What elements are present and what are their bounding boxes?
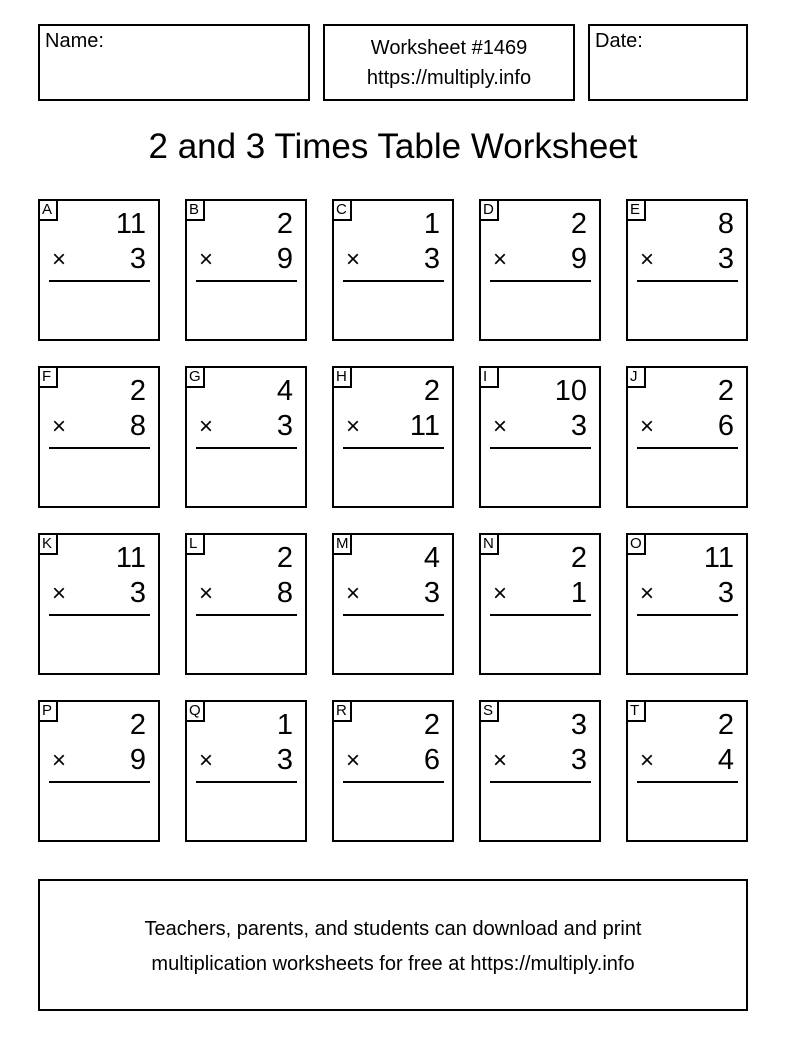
answer-area[interactable] xyxy=(196,617,297,667)
problem-card-s xyxy=(479,700,601,842)
problem-label: S xyxy=(479,700,499,722)
problem-label: B xyxy=(185,199,205,221)
problem-card-n xyxy=(479,533,601,675)
multiply-sign: × xyxy=(52,580,67,607)
problem-card-q xyxy=(185,700,307,842)
problem-card-k xyxy=(38,533,160,675)
problem-label: C xyxy=(332,199,352,221)
problem-label: E xyxy=(626,199,646,221)
answer-line xyxy=(49,781,150,783)
problem-label: H xyxy=(332,366,352,388)
problem-card-h xyxy=(332,366,454,508)
problem-card-o xyxy=(626,533,748,675)
multiplier: 3 xyxy=(423,243,440,275)
answer-area[interactable] xyxy=(637,283,738,333)
multiplicand: 3 xyxy=(570,709,587,741)
multiply-sign: × xyxy=(493,747,508,774)
problem-label: K xyxy=(38,533,58,555)
multiplier: 3 xyxy=(276,410,293,442)
answer-line xyxy=(196,447,297,449)
multiplicand: 2 xyxy=(423,709,440,741)
answer-area[interactable] xyxy=(196,784,297,834)
answer-area[interactable] xyxy=(49,784,150,834)
problem-label: I xyxy=(479,366,499,388)
problem-card-a xyxy=(38,199,160,341)
multiplicand: 2 xyxy=(276,542,293,574)
multiplier: 3 xyxy=(423,577,440,609)
answer-area[interactable] xyxy=(196,283,297,333)
multiplicand: 2 xyxy=(717,709,734,741)
problem-card-g xyxy=(185,366,307,508)
answer-line xyxy=(196,781,297,783)
multiplicand: 4 xyxy=(276,375,293,407)
multiplier: 8 xyxy=(129,410,146,442)
multiply-sign: × xyxy=(199,246,214,273)
multiply-sign: × xyxy=(52,246,67,273)
problem-label: A xyxy=(38,199,58,221)
answer-area[interactable] xyxy=(490,784,591,834)
multiplicand: 2 xyxy=(570,542,587,574)
answer-area[interactable] xyxy=(343,450,444,500)
multiplicand: 11 xyxy=(115,208,146,240)
problem-label: R xyxy=(332,700,352,722)
answer-line xyxy=(637,447,738,449)
multiplicand: 10 xyxy=(554,375,587,407)
multiply-sign: × xyxy=(199,747,214,774)
problem-card-t xyxy=(626,700,748,842)
problem-card-d xyxy=(479,199,601,341)
problem-label: M xyxy=(332,533,352,555)
multiplier: 3 xyxy=(570,744,587,776)
multiply-sign: × xyxy=(199,413,214,440)
problem-label: G xyxy=(185,366,205,388)
multiply-sign: × xyxy=(346,246,361,273)
answer-line xyxy=(490,614,591,616)
page-title: 2 and 3 Times Table Worksheet xyxy=(148,127,638,166)
multiplicand: 2 xyxy=(129,709,146,741)
multiply-sign: × xyxy=(346,580,361,607)
answer-area[interactable] xyxy=(49,283,150,333)
answer-area[interactable] xyxy=(49,450,150,500)
multiplicand: 11 xyxy=(703,542,734,574)
multiplicand: 2 xyxy=(276,208,293,240)
answer-line xyxy=(343,280,444,282)
multiplier: 3 xyxy=(129,577,146,609)
multiply-sign: × xyxy=(493,413,508,440)
multiply-sign: × xyxy=(346,747,361,774)
answer-area[interactable] xyxy=(196,450,297,500)
multiplier: 6 xyxy=(717,410,734,442)
answer-line xyxy=(490,280,591,282)
answer-line xyxy=(196,614,297,616)
date-label: Date: xyxy=(595,30,643,52)
multiplier: 1 xyxy=(570,577,587,609)
answer-line xyxy=(637,614,738,616)
multiply-sign: × xyxy=(640,747,655,774)
multiplicand: 11 xyxy=(115,542,146,574)
problem-label: L xyxy=(185,533,205,555)
answer-area[interactable] xyxy=(637,450,738,500)
problem-card-c xyxy=(332,199,454,341)
problem-card-p xyxy=(38,700,160,842)
answer-line xyxy=(637,781,738,783)
problem-label: J xyxy=(626,366,646,388)
answer-area[interactable] xyxy=(637,784,738,834)
multiplier: 3 xyxy=(717,243,734,275)
problem-label: Q xyxy=(185,700,205,722)
multiplier: 9 xyxy=(570,243,587,275)
problem-card-b xyxy=(185,199,307,341)
multiply-sign: × xyxy=(493,246,508,273)
multiplicand: 2 xyxy=(129,375,146,407)
answer-area[interactable] xyxy=(343,617,444,667)
answer-line xyxy=(343,447,444,449)
answer-line xyxy=(490,781,591,783)
multiplicand: 2 xyxy=(717,375,734,407)
answer-line xyxy=(196,280,297,282)
problem-card-m xyxy=(332,533,454,675)
problem-label: O xyxy=(626,533,646,555)
footer-text-line-2: multiplication worksheets for free at https://multiply.info xyxy=(151,953,635,975)
answer-area[interactable] xyxy=(49,617,150,667)
worksheet-number: Worksheet #1469 xyxy=(370,37,528,59)
multiplier: 9 xyxy=(276,243,293,275)
multiplier: 8 xyxy=(276,577,293,609)
multiplier: 11 xyxy=(409,410,440,442)
problem-card-e xyxy=(626,199,748,341)
multiply-sign: × xyxy=(640,413,655,440)
multiplier: 9 xyxy=(129,744,146,776)
multiply-sign: × xyxy=(52,747,67,774)
multiplier: 3 xyxy=(717,577,734,609)
problem-label: T xyxy=(626,700,646,722)
answer-area[interactable] xyxy=(637,617,738,667)
multiply-sign: × xyxy=(346,413,361,440)
multiplier: 4 xyxy=(717,744,734,776)
multiplicand: 8 xyxy=(717,208,734,240)
problem-label: N xyxy=(479,533,499,555)
multiplicand: 2 xyxy=(423,375,440,407)
multiplier: 3 xyxy=(570,410,587,442)
multiply-sign: × xyxy=(199,580,214,607)
answer-line xyxy=(637,280,738,282)
problem-label: D xyxy=(479,199,499,221)
answer-area[interactable] xyxy=(490,283,591,333)
problem-card-f xyxy=(38,366,160,508)
multiplier: 3 xyxy=(276,744,293,776)
problem-card-i xyxy=(479,366,601,508)
problem-card-j xyxy=(626,366,748,508)
answer-line xyxy=(490,447,591,449)
name-label: Name: xyxy=(45,30,104,52)
answer-line xyxy=(343,614,444,616)
answer-line xyxy=(49,447,150,449)
answer-area[interactable] xyxy=(490,617,591,667)
footer-box xyxy=(38,879,748,1011)
problem-card-r xyxy=(332,700,454,842)
problem-label: P xyxy=(38,700,58,722)
multiplier: 3 xyxy=(129,243,146,275)
multiply-sign: × xyxy=(640,246,655,273)
multiply-sign: × xyxy=(493,580,508,607)
problem-label: F xyxy=(38,366,58,388)
multiplicand: 1 xyxy=(276,709,293,741)
multiplicand: 1 xyxy=(423,208,440,240)
footer-text-line-1: Teachers, parents, and students can download and print xyxy=(144,918,642,940)
multiplicand: 2 xyxy=(570,208,587,240)
multiplier: 6 xyxy=(423,744,440,776)
multiply-sign: × xyxy=(52,413,67,440)
answer-area[interactable] xyxy=(343,283,444,333)
answer-area[interactable] xyxy=(490,450,591,500)
multiplicand: 4 xyxy=(423,542,440,574)
answer-line xyxy=(49,280,150,282)
answer-line xyxy=(49,614,150,616)
answer-area[interactable] xyxy=(343,784,444,834)
multiply-sign: × xyxy=(640,580,655,607)
answer-line xyxy=(343,781,444,783)
worksheet-url: https://multiply.info xyxy=(366,67,532,89)
problem-card-l xyxy=(185,533,307,675)
